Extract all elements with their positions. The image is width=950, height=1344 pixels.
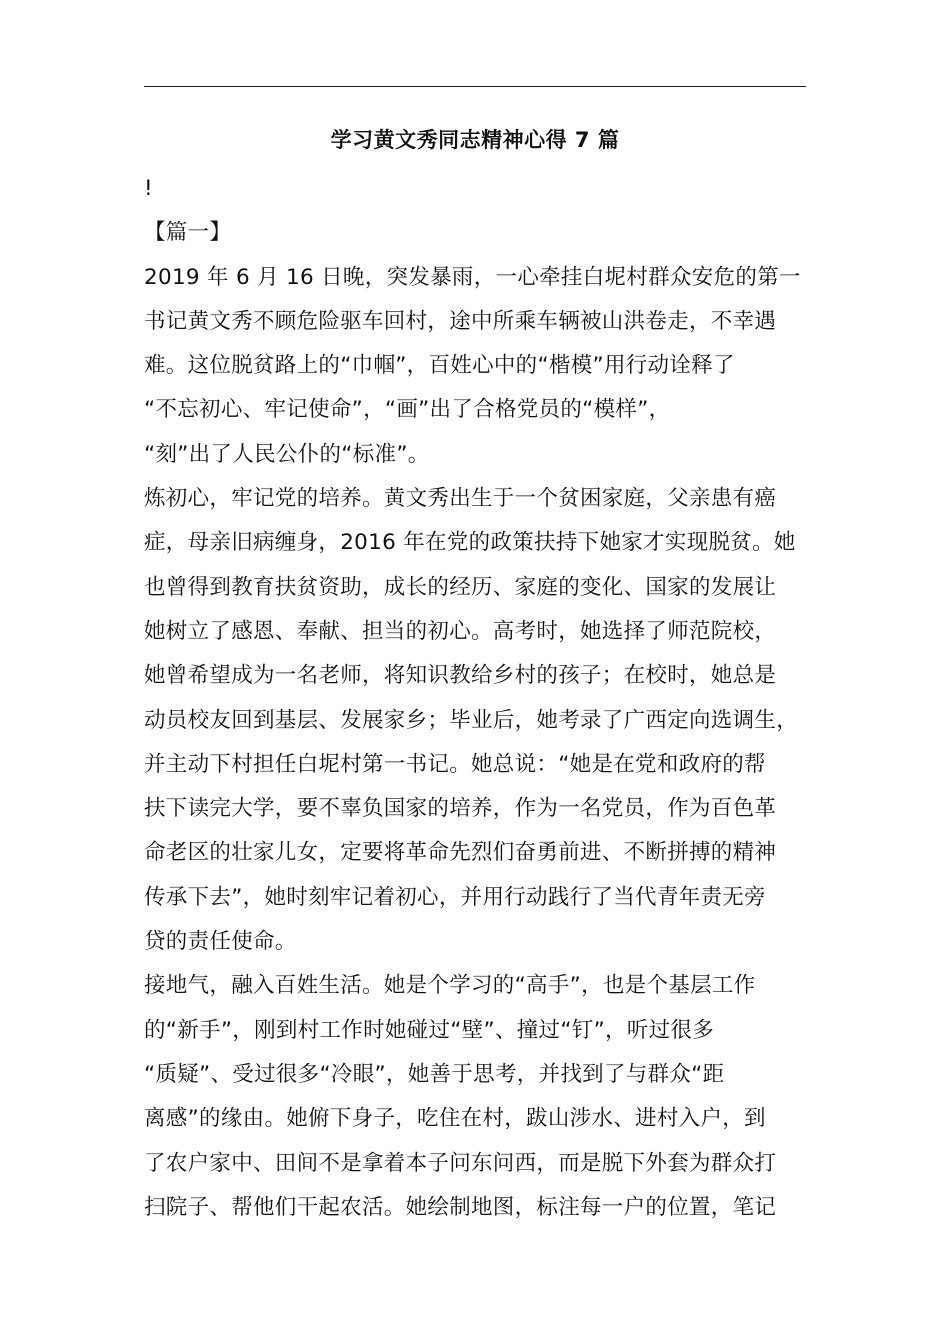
body-line: 并主动下村担任白坭村第一书记。她总说：“她是在党和政府的帮 bbox=[144, 751, 766, 777]
body-line: 难。这位脱贫路上的“巾帼”，百姓心中的“楷模”用行动诠释了 bbox=[144, 353, 735, 379]
body-line: 离感”的缘由。她俯下身子，吃住在村，跋山涉水、进村入户，到 bbox=[144, 1106, 766, 1132]
body-line: 【篇一】 bbox=[144, 220, 232, 246]
body-line: 传承下去”，她时刻牢记着初心，并用行动践行了当代青年责无旁 bbox=[144, 884, 766, 910]
body-line: “质疑”、受过很多“冷眼”，她善于思考，并找到了与群众“距 bbox=[144, 1061, 725, 1087]
body-line: 书记黄文秀不顾危险驱车回村，途中所乘车辆被山洪卷走，不幸遇 bbox=[144, 308, 777, 334]
body-line: 接地气，融入百姓生活。她是个学习的“高手”，也是个基层工作 bbox=[144, 973, 756, 999]
body-line: 了农户家中、田间不是拿着本子问东问西，而是脱下外套为群众打 bbox=[144, 1150, 777, 1176]
document-body bbox=[144, 167, 808, 1230]
body-line: 扶下读完大学，要不辜负国家的培养，作为一名党员，作为百色革 bbox=[144, 796, 777, 822]
body-line: 炼初心，牢记党的培养。黄文秀出生于一个贫困家庭，父亲患有癌 bbox=[144, 486, 777, 512]
body-line: ! bbox=[144, 176, 153, 201]
body-line: 动员校友回到基层、发展家乡；毕业后，她考录了广西定向选调生， bbox=[144, 707, 799, 733]
header-rule bbox=[144, 86, 806, 87]
body-line: 她树立了感恩、奉献、担当的初心。高考时，她选择了师范院校， bbox=[144, 618, 777, 644]
body-line: “不忘初心、牢记使命”，“画”出了合格党员的“模样”， bbox=[144, 397, 671, 423]
body-line: 贷的责任使命。 bbox=[144, 929, 297, 955]
body-line: 她曾希望成为一名老师，将知识教给乡村的孩子；在校时，她总是 bbox=[144, 663, 777, 689]
body-line: 症，母亲旧病缠身，2016 年在党的政策扶持下她家才实现脱贫。她 bbox=[144, 530, 796, 556]
body-line: “刻”出了人民公仆的“标准”。 bbox=[144, 441, 430, 467]
body-line: 2019 年 6 月 16 日晚，突发暴雨，一心牵挂白坭村群众安危的第一 bbox=[144, 264, 801, 290]
body-line: 也曾得到教育扶贫资助，成长的经历、家庭的变化、国家的发展让 bbox=[144, 574, 777, 600]
body-line: 的“新手”，刚到村工作时她碰过“壁”、撞过“钉”，听过很多 bbox=[144, 1017, 715, 1043]
document-title: 学习黄文秀同志精神心得 7 篇 bbox=[330, 128, 620, 152]
body-line: 扫院子、帮他们干起农活。她绘制地图，标注每一户的位置，笔记 bbox=[144, 1194, 777, 1220]
body-line: 命老区的壮家儿女，定要将革命先烈们奋勇前进、不断拼搏的精神 bbox=[144, 840, 777, 866]
